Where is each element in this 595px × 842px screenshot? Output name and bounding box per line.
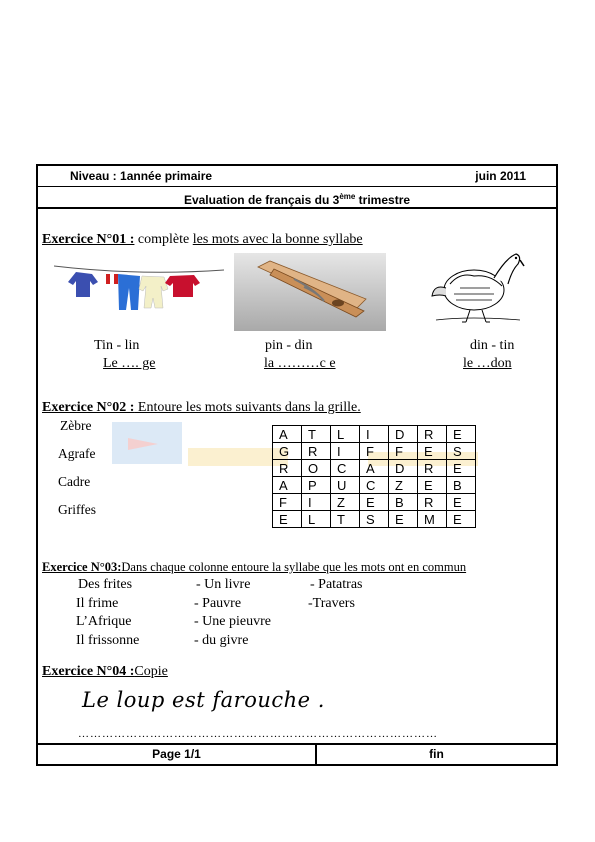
grid-cell[interactable]: S	[360, 511, 389, 528]
grid-cell[interactable]: R	[418, 460, 447, 477]
clothespin-icon	[234, 253, 386, 331]
ex1-word-2: la ………c e	[264, 356, 336, 371]
ex2-word-1: Zèbre	[60, 418, 92, 433]
ex1-instr-a: complète	[134, 232, 193, 247]
ex1-syllables-1: Tin - lin	[94, 338, 140, 353]
ex3-col2-item: - Pauvre	[194, 596, 242, 611]
grid-cell[interactable]: D	[389, 460, 418, 477]
grid-row	[273, 460, 476, 477]
grid-cell[interactable]: A	[273, 477, 302, 494]
grid-cell[interactable]: E	[360, 494, 389, 511]
copy-model-text: Le loup est farouche .	[82, 688, 325, 712]
grid-cell[interactable]: M	[418, 511, 447, 528]
title-main: Evaluation de français du 3	[183, 193, 340, 207]
grid-cell[interactable]: E	[447, 426, 476, 443]
grid-row	[273, 426, 476, 443]
ex4-label: Exercice N°04 :	[42, 664, 135, 679]
grid-cell[interactable]: O	[302, 460, 331, 477]
turkey-icon	[430, 244, 526, 324]
grid-cell[interactable]: L	[331, 426, 360, 443]
ex1-syllables-3: din - tin	[470, 338, 515, 353]
grid-cell[interactable]: E	[447, 494, 476, 511]
copy-answer-line[interactable]: ………………………………………………………………………………	[78, 728, 438, 740]
grid-cell[interactable]: S	[447, 443, 476, 460]
grid-cell[interactable]: E	[418, 477, 447, 494]
grid-cell[interactable]: F	[360, 443, 389, 460]
grid-cell[interactable]: A	[273, 426, 302, 443]
ex1-syllables-2: pin - din	[265, 338, 313, 353]
ex1-instr-b: les mots avec la bonne syllabe	[192, 232, 363, 247]
header-row	[38, 166, 556, 187]
end-label: fin	[429, 747, 444, 761]
clothesline-icon	[54, 258, 224, 328]
page-number: Page 1/1	[38, 745, 317, 764]
grid-cell[interactable]: G	[273, 443, 302, 460]
ex3-col1-item: Il frissonne	[76, 633, 140, 648]
ex3-col2-item: - Une pieuvre	[194, 614, 271, 629]
title-end: trimestre	[355, 193, 411, 207]
title-superscript: ème	[339, 192, 356, 201]
ex2-word-3: Cadre	[58, 474, 91, 489]
ex1-heading	[42, 232, 363, 248]
ex4-instr: Copie	[134, 664, 168, 679]
grid-cell[interactable]: E	[273, 511, 302, 528]
grid-cell[interactable]: B	[447, 477, 476, 494]
grid-cell[interactable]: R	[418, 494, 447, 511]
grid-cell[interactable]: Z	[389, 477, 418, 494]
grid-cell[interactable]: A	[360, 460, 389, 477]
grid-row	[273, 511, 476, 528]
page-title	[38, 186, 556, 209]
grid-cell[interactable]: T	[331, 511, 360, 528]
ex3-col2-item: - Un livre	[196, 577, 251, 592]
grid-cell[interactable]: C	[360, 477, 389, 494]
grid-cell[interactable]: E	[447, 511, 476, 528]
grid-cell[interactable]: E	[447, 460, 476, 477]
level-label: Niveau : 1année primaire	[70, 169, 213, 183]
ex3-label: Exercice N°03:	[42, 560, 122, 574]
ex3-instr: Dans chaque colonne entoure la syllabe que les mots ont en commun	[121, 560, 467, 574]
grid-row	[273, 443, 476, 460]
footer-row	[38, 743, 556, 764]
grid-cell[interactable]: C	[331, 460, 360, 477]
grid-cell[interactable]: Z	[331, 494, 360, 511]
ex2-word-2: Agrafe	[58, 446, 96, 461]
grid-cell[interactable]: F	[273, 494, 302, 511]
grid-cell[interactable]: I	[360, 426, 389, 443]
grid-row	[273, 494, 476, 511]
ex2-instr: Entoure les mots suivants dans la grille.	[134, 400, 361, 415]
ex3-col3-item: -Travers	[308, 596, 355, 611]
ex2-heading	[42, 400, 361, 416]
ex1-word-1: Le …. ge	[103, 356, 156, 371]
ex1-word-3: le …don	[463, 356, 512, 371]
grid-cell[interactable]: E	[389, 511, 418, 528]
ex2-word-4: Griffes	[58, 502, 96, 517]
date-label: juin 2011	[475, 169, 526, 183]
grid-cell[interactable]: R	[273, 460, 302, 477]
ex3-col2-item: - du givre	[194, 633, 249, 648]
ex3-heading	[42, 560, 466, 575]
grid-cell[interactable]: P	[302, 477, 331, 494]
ex3-col1-item: Des frites	[78, 577, 133, 592]
letter-grid	[272, 425, 476, 528]
ex3-col1-item: Il frime	[76, 596, 119, 611]
grid-cell[interactable]: R	[418, 426, 447, 443]
grid-cell[interactable]: I	[302, 494, 331, 511]
ex3-col1-item: L’Afrique	[76, 614, 132, 629]
grid-cell[interactable]: I	[331, 443, 360, 460]
grid-cell[interactable]: R	[302, 443, 331, 460]
ex1-label: Exercice N°01 :	[42, 232, 135, 247]
ex4-heading	[42, 664, 168, 680]
grid-cell[interactable]: E	[418, 443, 447, 460]
grid-cell[interactable]: F	[389, 443, 418, 460]
grid-cell[interactable]: L	[302, 511, 331, 528]
grid-row	[273, 477, 476, 494]
grid-cell[interactable]: D	[389, 426, 418, 443]
grid-cell[interactable]: T	[302, 426, 331, 443]
ex2-label: Exercice N°02 :	[42, 400, 135, 415]
grid-cell[interactable]: U	[331, 477, 360, 494]
ex3-col3-item: - Patatras	[310, 577, 363, 592]
grid-cell[interactable]: B	[389, 494, 418, 511]
